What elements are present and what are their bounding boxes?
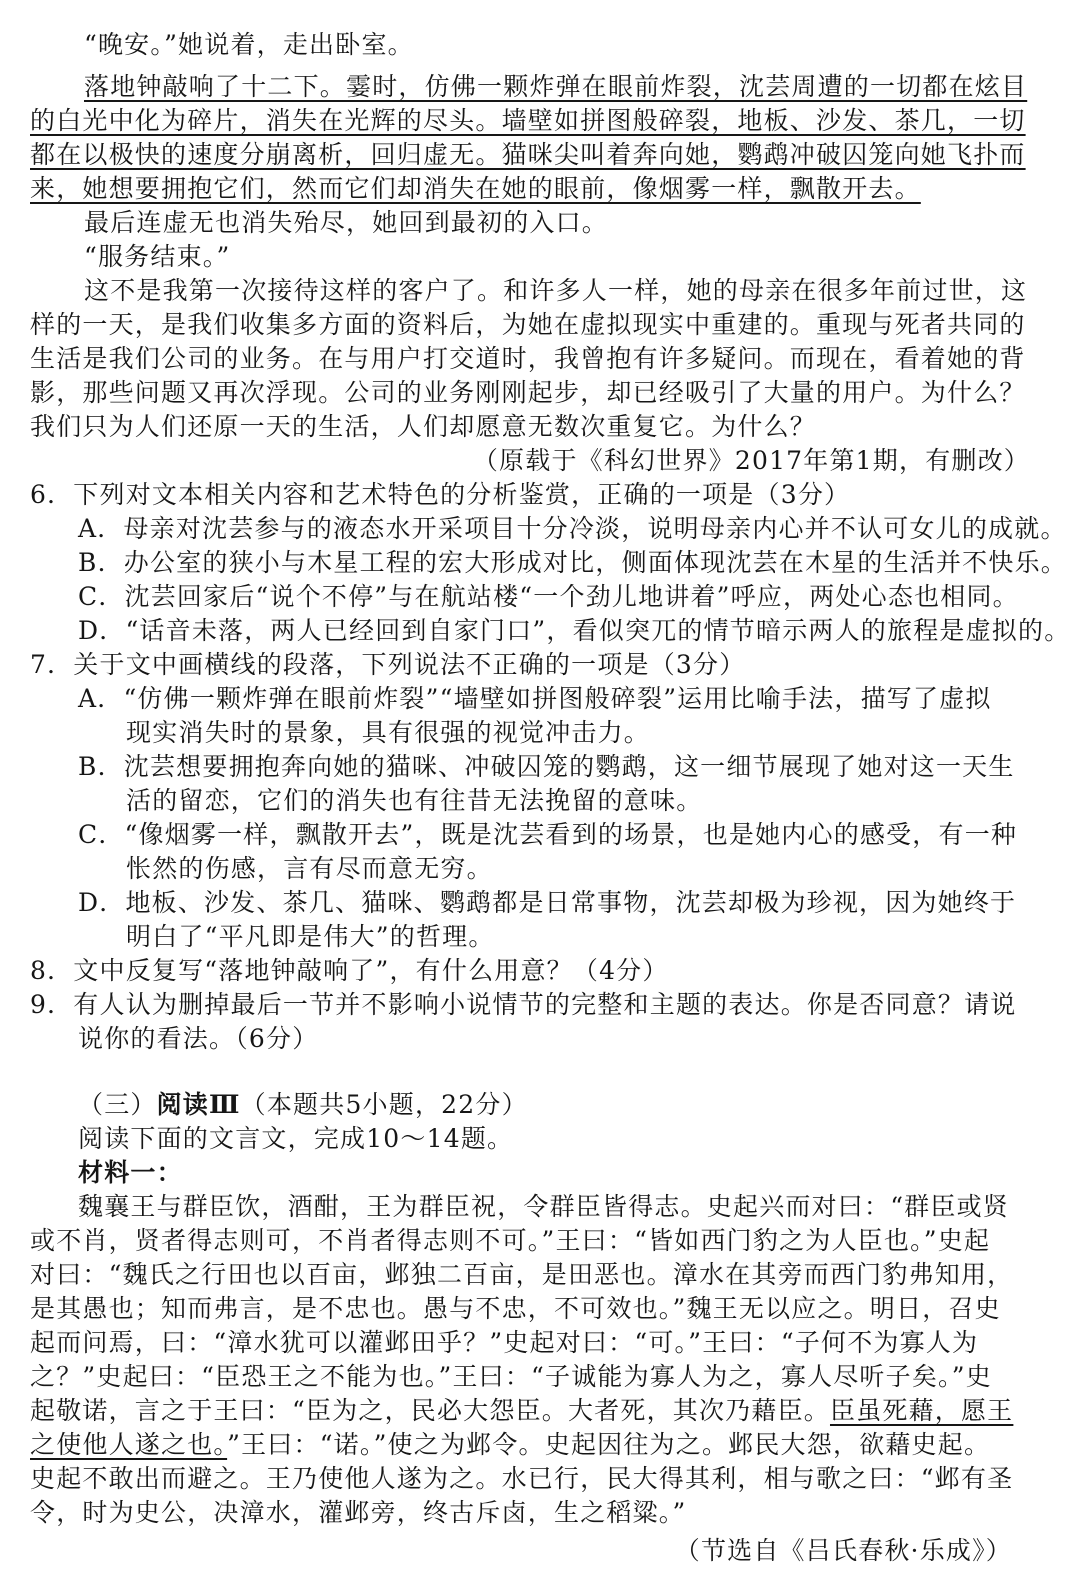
question-7-option-d-cont: 明白了“平凡即是伟大”的哲理。	[126, 922, 495, 951]
question-7-option-b-cont: 活的留恋，它们的消失也有往昔无法挽留的意味。	[126, 786, 703, 815]
story-line: 生活是我们公司的业务。在与用户打交道时，我曾抱有许多疑问。而现在，看着她的背	[30, 344, 1026, 373]
question-8: 8．文中反复写“落地钟敲响了”，有什么用意？（4分）	[30, 956, 669, 985]
underlined-text: 落地钟敲响了十二下。霎时，仿佛一颗炸弹在眼前炸裂，沈芸周遭的一切都在炫目	[84, 72, 1028, 101]
story-line: “服务结束。”	[84, 242, 231, 271]
story-line: 这不是我第一次接待这样的客户了。和许多人一样，她的母亲在很多年前过世，这	[84, 276, 1028, 305]
story-line: 我们只为人们还原一天的生活，人们却愿意无数次重复它。为什么？	[30, 412, 817, 441]
question-7-option-a: A．“仿佛一颗炸弹在眼前炸裂”“墙壁如拼图般碎裂”运用比喻手法，描写了虚拟	[78, 684, 992, 713]
story-line: 最后连虚无也消失殆尽，她回到最初的入口。	[84, 208, 609, 237]
story-line: 影，那些问题又再次浮现。公司的业务刚刚起步，却已经吸引了大量的用户。为什么？	[30, 378, 1026, 407]
question-7-option-c: C．“像烟雾一样，飘散开去”，既是沈芸看到的场景，也是她内心的感受，有一种	[78, 820, 1018, 849]
classical-underlined-text: 臣虽死藉，愿王	[829, 1396, 1014, 1425]
classical-line: 之？”史起曰：“臣恐王之不能为也。”王曰：“子诚能为寡人为之，寡人尽听子矣。”史	[30, 1362, 992, 1391]
classical-line: 令，时为史公，决漳水，灌邺旁，终古斥卤，生之稻粱。”	[30, 1498, 687, 1527]
classical-underlined-text: 之使他人遂之也。	[30, 1430, 228, 1459]
underlined-text: 都在以极快的速度分崩离析，回归虚无。猫咪尖叫着奔向她，鹦鹉冲破囚笼向她飞扑而	[30, 140, 1026, 169]
story-line: 样的一天，是我们收集多方面的资料后，为她在虚拟现实中重建的。重现与死者共同的	[30, 310, 1026, 339]
question-6-option-c: C．沈芸回家后“说个不停”与在航站楼“一个劲儿地讲着”呼应，两处心态也相同。	[78, 582, 1019, 611]
section-3-title: 阅读Ⅲ	[156, 1090, 241, 1119]
question-6-option-d: D．“话音未落，两人已经回到自家门口”，看似突兀的情节暗示两人的旅程是虚拟的。	[78, 616, 1071, 645]
classical-line: 起而问焉，曰：“漳水犹可以灌邺田乎？”史起对曰：“可。”王曰：“子何不为寡人为	[30, 1328, 979, 1357]
classical-line: 是其愚也；知而弗言，是不忠也。愚与不忠，不可效也。”魏王无以应之。明日，召史	[30, 1294, 1001, 1323]
section-3-prefix: （三）	[78, 1090, 157, 1119]
story-underlined-line	[0, 138, 1080, 172]
underlined-text: 来，她想要拥抱它们，然而它们却消失在她的眼前，像烟雾一样，飘散开去。	[30, 174, 921, 203]
question-6-option-a: A．母亲对沈芸参与的液态水开采项目十分冷淡，说明母亲内心并不认可女儿的成就。	[78, 514, 1067, 543]
classical-line	[0, 1428, 1080, 1462]
classical-line: 魏襄王与群臣饮，酒酣，王为群臣祝，令群臣皆得志。史起兴而对曰：“群臣或贤	[78, 1192, 1009, 1221]
classical-text: 起敬诺，言之于王曰：“臣为之，民必大怨臣。大者死，其次乃藉臣。	[30, 1396, 830, 1425]
story-underlined-line	[0, 70, 1080, 104]
section-3-heading	[0, 1088, 1080, 1122]
classical-line: 或不肖，贤者得志则可，不肖者得志则不可。”王曰：“皆如西门豹之为人臣也。”史起	[30, 1226, 991, 1255]
story-underlined-line	[0, 172, 1080, 206]
story-underlined-line	[0, 104, 1080, 138]
question-7-option-a-cont: 现实消失时的景象，具有很强的视觉冲击力。	[126, 718, 651, 747]
question-7-option-b: B．沈芸想要拥抱奔向她的猫咪、冲破囚笼的鹦鹉，这一细节展现了她对这一天生	[78, 752, 1015, 781]
classical-source: （节选自《吕氏春秋·乐成》）	[674, 1536, 1012, 1565]
question-7: 7．关于文中画横线的段落，下列说法不正确的一项是（3分）	[30, 650, 746, 679]
section-3-instruction: 阅读下面的文言文，完成10～14题。	[78, 1124, 514, 1153]
story-line: “晚安。”她说着，走出卧室。	[84, 30, 414, 59]
classical-line	[0, 1394, 1080, 1428]
classical-line: 对曰：“魏氏之行田也以百亩，邺独二百亩，是田恶也。漳水在其旁而西门豹弗知用，	[30, 1260, 1014, 1289]
question-7-option-c-cont: 怅然的伤感，言有尽而意无穷。	[126, 854, 493, 883]
question-9-cont: 说你的看法。（6分）	[78, 1024, 319, 1053]
underlined-text: 的白光中化为碎片，消失在光辉的尽头。墙壁如拼图般碎裂，地板、沙发、茶几，一切	[30, 106, 1026, 135]
question-7-option-d: D．地板、沙发、茶几、猫咪、鹦鹉都是日常事物，沈芸却极为珍视，因为她终于	[78, 888, 1017, 917]
story-source: （原载于《科幻世界》2017年第1期，有删改）	[472, 446, 1030, 475]
classical-line: 史起不敢出而避之。王乃使他人遂为之。水已行，民大得其利，相与歌之曰：“邺有圣	[30, 1464, 1014, 1493]
classical-text: ”王曰：“诺。”使之为邺令。史起因往为之。邺民大怨，欲藉史起。	[227, 1430, 991, 1459]
section-3-suffix: （本题共5小题，22分）	[240, 1090, 528, 1119]
question-6: 6．下列对文本相关内容和艺术特色的分析鉴赏，正确的一项是（3分）	[30, 480, 851, 509]
question-6-option-b: B．办公室的狭小与木星工程的宏大形成对比，侧面体现沈芸在木星的生活并不快乐。	[78, 548, 1067, 577]
question-9: 9．有人认为删掉最后一节并不影响小说情节的完整和主题的表达。你是否同意？请说	[30, 990, 1017, 1019]
material-label: 材料一：	[78, 1158, 183, 1187]
